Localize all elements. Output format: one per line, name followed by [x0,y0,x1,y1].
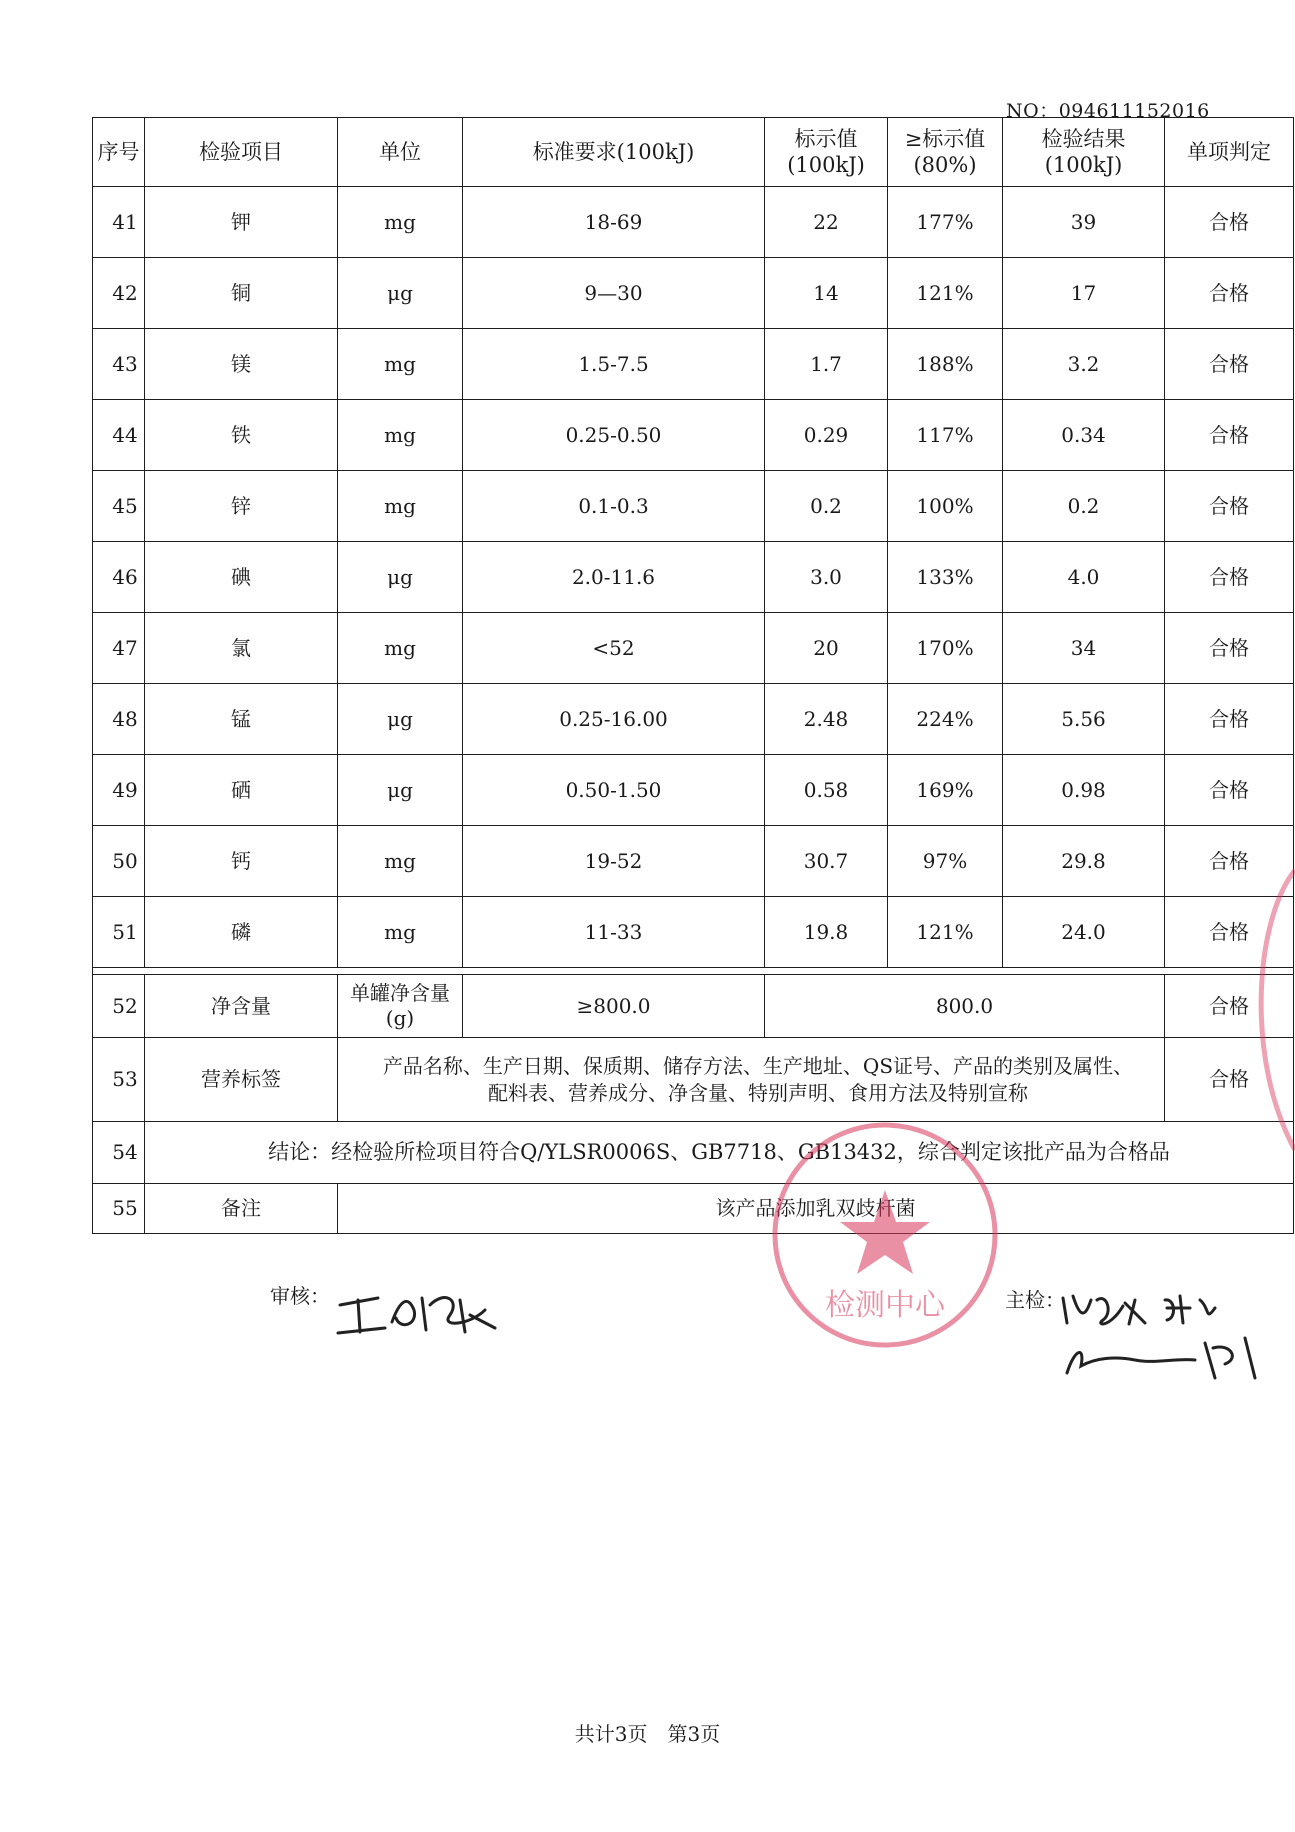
row-item: 营养标签 [145,1038,338,1122]
report-number: NO：094611152016 [1006,100,1210,122]
header-no: 序号 [93,118,145,187]
cell-label_value: 2.48 [765,684,888,755]
cell-no: 41 [93,187,145,258]
cell-judgement: 合格 [1165,258,1294,329]
header-judgement: 单项判定 [1165,118,1294,187]
header-item: 检验项目 [145,118,338,187]
table-row [93,471,1294,542]
cell-label_value: 1.7 [765,329,888,400]
seal-text: 检测中心 [825,1288,945,1323]
table-row [93,613,1294,684]
cell-label_value: 19.8 [765,897,888,968]
cell-standard: 0.50-1.50 [463,755,765,826]
table-row-52 [93,975,1294,1038]
table-row-54 [93,1122,1294,1184]
page-footer: 共计3页 第3页 [574,1722,721,1746]
cell-judgement: 合格 [1165,187,1294,258]
cell-result: 24.0 [1003,897,1165,968]
cell-result: 5.56 [1003,684,1165,755]
header-percent: ≥标示值 (80%) [888,118,1003,187]
cell-item: 磷 [145,897,338,968]
cell-no: 51 [93,897,145,968]
table-row [93,329,1294,400]
cell-no: 46 [93,542,145,613]
header-label-value: 标示值 (100kJ) [765,118,888,187]
cell-judgement: 合格 [1165,542,1294,613]
row-judgement: 合格 [1165,975,1294,1038]
cell-standard: 1.5-7.5 [463,329,765,400]
cell-unit: mg [338,329,463,400]
partial-seal-edge [1235,860,1295,1160]
conclusion-text: 结论：经检验所检项目符合Q/YLSR0006S、GB7718、GB13432，综合判定该批产品为合格品 [145,1122,1294,1184]
cell-standard: 2.0-11.6 [463,542,765,613]
cell-standard: 11-33 [463,897,765,968]
table-row [93,187,1294,258]
cell-label_value: 0.2 [765,471,888,542]
cell-standard: 0.25-0.50 [463,400,765,471]
cell-no: 44 [93,400,145,471]
cell-label_value: 14 [765,258,888,329]
table-row [93,400,1294,471]
cell-pct: 97% [888,826,1003,897]
row-no: 53 [93,1038,145,1122]
cell-judgement: 合格 [1165,471,1294,542]
cell-label_value: 3.0 [765,542,888,613]
row-judgement: 合格 [1165,1038,1294,1122]
table-row [93,755,1294,826]
inspector-label: 主检： [1005,1288,1065,1312]
company-seal [760,1110,1010,1360]
cell-standard: 9—30 [463,258,765,329]
table-row [93,684,1294,755]
cell-result: 29.8 [1003,826,1165,897]
review-label: 审核： [270,1284,330,1308]
cell-judgement: 合格 [1165,826,1294,897]
cell-result: 4.0 [1003,542,1165,613]
header-standard: 标准要求(100kJ) [463,118,765,187]
remark-text: 该产品添加乳双歧杆菌 [338,1184,1294,1234]
cell-no: 47 [93,613,145,684]
inspection-table [92,117,1294,1234]
cell-unit: μg [338,258,463,329]
cell-unit: mg [338,471,463,542]
cell-pct: 133% [888,542,1003,613]
cell-pct: 100% [888,471,1003,542]
cell-standard: <52 [463,613,765,684]
header-unit: 单位 [338,118,463,187]
cell-item: 锌 [145,471,338,542]
cell-item: 镁 [145,329,338,400]
cell-judgement: 合格 [1165,400,1294,471]
cell-label_value: 0.29 [765,400,888,471]
cell-judgement: 合格 [1165,755,1294,826]
row-no: 52 [93,975,145,1038]
cell-unit: mg [338,826,463,897]
cell-unit: μg [338,684,463,755]
inspector-signature [1055,1278,1295,1388]
cell-pct: 188% [888,329,1003,400]
cell-no: 49 [93,755,145,826]
cell-no: 43 [93,329,145,400]
cell-pct: 121% [888,258,1003,329]
cell-unit: μg [338,755,463,826]
table-row [93,897,1294,968]
cell-item: 硒 [145,755,338,826]
cell-judgement: 合格 [1165,329,1294,400]
table-row-55 [93,1184,1294,1234]
cell-judgement: 合格 [1165,684,1294,755]
table-row [93,542,1294,613]
cell-no: 48 [93,684,145,755]
table-row [93,826,1294,897]
cell-label_value: 0.58 [765,755,888,826]
row-unit: 单罐净含量 (g) [338,975,463,1038]
cell-pct: 177% [888,187,1003,258]
separator-row [93,968,1294,975]
cell-standard: 19-52 [463,826,765,897]
cell-item: 氯 [145,613,338,684]
cell-item: 铜 [145,258,338,329]
cell-item: 铁 [145,400,338,471]
cell-item: 钙 [145,826,338,897]
cell-pct: 117% [888,400,1003,471]
cell-result: 34 [1003,613,1165,684]
cell-standard: 0.25-16.00 [463,684,765,755]
cell-result: 3.2 [1003,329,1165,400]
cell-standard: 18-69 [463,187,765,258]
row-result: 800.0 [765,975,1165,1038]
row-item: 净含量 [145,975,338,1038]
cell-no: 50 [93,826,145,897]
cell-result: 0.34 [1003,400,1165,471]
cell-label_value: 30.7 [765,826,888,897]
cell-unit: mg [338,187,463,258]
cell-item: 锰 [145,684,338,755]
cell-label_value: 20 [765,613,888,684]
cell-unit: μg [338,542,463,613]
table-row [93,258,1294,329]
cell-label_value: 22 [765,187,888,258]
cell-item: 钾 [145,187,338,258]
cell-result: 17 [1003,258,1165,329]
row-no: 55 [93,1184,145,1234]
cell-unit: mg [338,400,463,471]
cell-judgement: 合格 [1165,613,1294,684]
cell-unit: mg [338,613,463,684]
header-result: 检验结果 (100kJ) [1003,118,1165,187]
cell-result: 39 [1003,187,1165,258]
cell-standard: 0.1-0.3 [463,471,765,542]
cell-pct: 169% [888,755,1003,826]
cell-pct: 121% [888,897,1003,968]
row-item: 备注 [145,1184,338,1234]
nutrition-label-content: 产品名称、生产日期、保质期、储存方法、生产地址、QS证号、产品的类别及属性、 配料表、营养成分、净含量、特别声明、食用方法及特别宣称 [338,1038,1165,1122]
cell-no: 42 [93,258,145,329]
header-row [93,118,1294,187]
row-no: 54 [93,1122,145,1184]
cell-pct: 224% [888,684,1003,755]
cell-pct: 170% [888,613,1003,684]
reviewer-signature [330,1270,510,1340]
table-row-53 [93,1038,1294,1122]
cell-result: 0.98 [1003,755,1165,826]
cell-judgement: 合格 [1165,897,1294,968]
row-standard: ≥800.0 [463,975,765,1038]
cell-unit: mg [338,897,463,968]
cell-result: 0.2 [1003,471,1165,542]
cell-item: 碘 [145,542,338,613]
cell-no: 45 [93,471,145,542]
